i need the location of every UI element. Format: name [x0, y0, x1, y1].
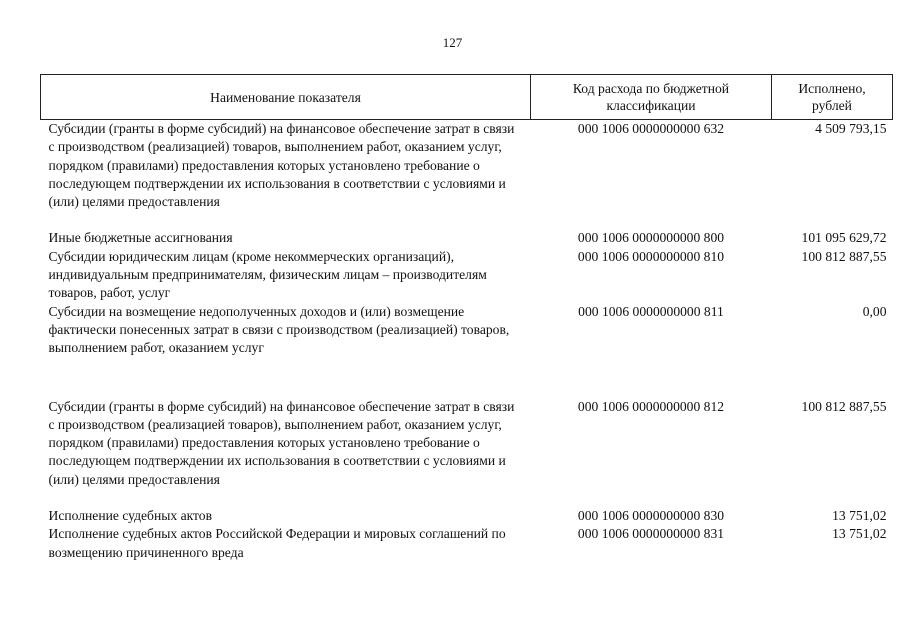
- row-code: 000 1006 0000000000 831: [577, 526, 725, 542]
- table-row: [41, 229, 893, 247]
- row-name: Субсидии (гранты в форме субсидий) на финансовое обеспечение затрат в связи с производством (реализацией) товаров, выполнением работ, оказанием услуг, порядком (правилами) предоставления которых установлено требование о последующем подтверждении их использования в соответствии с условиями и (или) целями предоставления: [48, 121, 515, 210]
- row-name: Иные бюджетные ассигнования: [48, 230, 233, 246]
- row-amount: 13 751,02: [832, 508, 887, 524]
- row-amount: 100 812 887,55: [801, 248, 887, 264]
- header-budget-code: Код расхода по бюджетной классификации: [531, 75, 772, 120]
- row-code: 000 1006 0000000000 632: [577, 121, 725, 136]
- table-row: [41, 398, 893, 507]
- table-header-row: [41, 75, 893, 120]
- budget-execution-table: [40, 74, 893, 562]
- row-code: 000 1006 0000000000 811: [578, 303, 724, 319]
- row-code: 000 1006 0000000000 800: [577, 230, 725, 246]
- table-row: [41, 525, 893, 562]
- row-amount: 13 751,02: [832, 526, 887, 542]
- row-code: 000 1006 0000000000 830: [577, 508, 725, 524]
- row-name: Исполнение судебных актов Российской Федерации и мировых соглашений по возмещению причиненного вреда: [48, 526, 506, 560]
- table-row: [41, 248, 893, 303]
- row-code: 000 1006 0000000000 810: [577, 248, 725, 264]
- row-name: Субсидии (гранты в форме субсидий) на финансовое обеспечение затрат в связи с производством (реализацией товаров), выполнением работ, оказанием услуг, порядком (правилами) предоставления которых установлено требование о последующем подтверждении их использования в соответствии с условиями и (или) целями предоставления: [48, 398, 515, 487]
- row-amount: 100 812 887,55: [801, 398, 887, 414]
- table-row: [41, 507, 893, 525]
- table-row: [41, 303, 893, 398]
- row-name: Субсидии на возмещение недополученных доходов и (или) возмещение фактически понесенных затрат в связи с производством (реализацией) товаров, выполнением работ, оказанием услуг: [48, 303, 510, 356]
- table-row: [41, 120, 893, 230]
- row-name: Исполнение судебных актов: [48, 508, 213, 524]
- header-executed-amount: Исполнено, рублей: [772, 75, 893, 120]
- row-amount: 4 509 793,15: [815, 121, 887, 136]
- page-number: 127: [442, 35, 463, 50]
- header-indicator-name: Наименование показателя: [41, 75, 531, 120]
- row-amount: 101 095 629,72: [801, 230, 887, 246]
- row-code: 000 1006 0000000000 812: [577, 398, 725, 414]
- row-amount: 0,00: [862, 303, 887, 319]
- row-name: Субсидии юридическим лицам (кроме некоммерческих организаций), индивидуальным предпринимателям, физическим лицам – производителям товаров, работ, услуг: [48, 248, 487, 301]
